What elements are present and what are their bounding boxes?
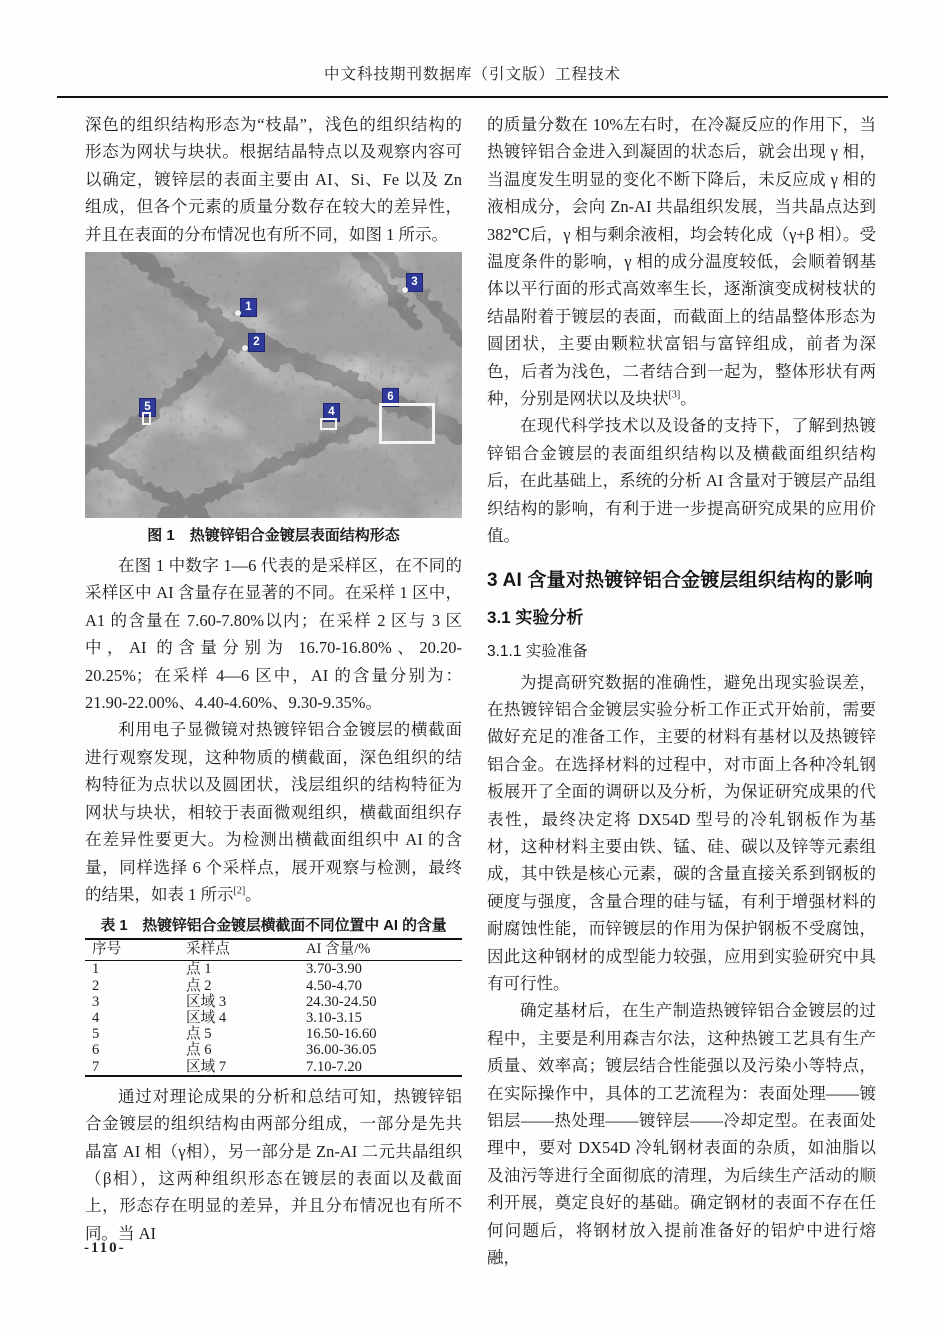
cell-content: 4.50-4.70 <box>306 977 362 994</box>
subsection-heading-3-1: 3.1 实验分析 <box>487 607 584 627</box>
marker-label: 5 <box>144 401 151 414</box>
table-row <box>85 1059 462 1076</box>
paragraph: 通过对理论成果的分析和总结可知，热镀锌铝合金镀层的组织结构由两部分组成，一部分是先共晶富 AI 相（γ相），另一部分是 Zn-AI 二元共晶组织（β相），这两种组织形态在镀层的表面以及截面上，形态存在明显的差异，并且分布情况也有所不同。当 AI <box>85 1086 462 1243</box>
journal-header-title: 中文科技期刊数据库（引文版）工程技术 <box>323 66 621 83</box>
figure-1-caption: 图 1 热镀锌铝合金镀层表面结构形态 <box>147 527 400 545</box>
cell-no: 7 <box>92 1058 100 1075</box>
col-header-no: 序号 <box>85 939 179 961</box>
paragraph: 在现代科学技术以及设备的支持下，了解到热镀锌铝合金镀层的表面组织结构以及横截面组织结构后，在此基础上，系统的分析 AI 含量对于镀层产品组织结构的影响，有利于进一步提高研究成果的应用价值。 <box>487 416 876 546</box>
cell-no: 2 <box>92 977 100 994</box>
paragraph: 深色的组织结构形态为“枝晶”，浅色的组织结构的形态为网状与块状。根据结晶特点以及观察内容可以确定，镀锌层的表面主要由 AI、Si、Fe 以及 Zn 组成，但各个元素的质量分数存在较大的差异性，并且在表面的分布情况也有所不同，如图 1 所示。 <box>85 115 462 244</box>
cell-point: 点 5 <box>186 1026 212 1043</box>
cell-no: 6 <box>92 1042 100 1059</box>
cell-no: 3 <box>92 993 100 1010</box>
cell-point: 点 1 <box>186 961 212 978</box>
marker-label: 3 <box>411 276 418 289</box>
cell-point: 区域 4 <box>186 1009 227 1026</box>
paragraph-text: 。 <box>680 389 697 409</box>
subsubsection-heading-3-1-1: 3.1.1 实验准备 <box>487 642 588 660</box>
sample-point-dot-1 <box>235 310 241 316</box>
col-header-sample-point: 采样点 <box>179 939 299 961</box>
paragraph: 在图 1 中数字 1—6 代表的是采样区，在不同的采样区中 AI 含量存在显著的不同。在采样 1 区中，A1 的含量在 7.60-7.80%以内；在采样 2 区与 3 区中，AI 的含量分别为 16.70-16.80%、20.20-20.25%；在采样 4—6 区中，AI 的含量分别为：21.90-22.00%、4.40-4.60%、9.30-9.35%。 <box>85 556 462 713</box>
paragraph <box>85 716 462 908</box>
table-row <box>85 978 462 994</box>
paragraph-text: 的质量分数在 10%左右时，在冷凝反应的作用下，当热镀锌铝合金进入到凝固的状态后，就会出现 γ 相，当温度发生明显的变化不断下降后，未反应成 γ 相的液相成分，会向 Zn-AI 共晶组织发展，当共晶点达到 382℃后，γ 相与剩余液相，均会转化成（γ+β 相）。受温度条件的影响，γ 相的成分温度较低，会顺着钢基体以平行面的形式高效率生长，逐渐演变成树枝状的结晶附着于镀层的表面，而截面上的结晶整体形态为圆团状，主要由颗粒状富铝与富锌组成，前者为深色，后者为浅色，二者结合到一起为，整体形状有两种，分别是网状以及块状 <box>487 115 876 409</box>
sample-point-dot-2 <box>242 345 248 351</box>
marker-label: 1 <box>245 301 252 314</box>
citation-ref: [2] <box>233 885 246 897</box>
table-row <box>85 961 462 978</box>
sample-marker-1 <box>240 298 257 317</box>
table-row <box>85 994 462 1010</box>
sample-marker-2 <box>248 333 265 352</box>
cell-no: 1 <box>92 961 100 978</box>
cell-content: 16.50-16.60 <box>306 1026 377 1043</box>
table-1-title: 表 1 热镀锌铝合金镀层横截面不同位置中 AI 的含量 <box>100 918 447 935</box>
al-content-table <box>85 938 462 1076</box>
marker-label: 2 <box>253 336 260 349</box>
paragraph-text: 。 <box>245 884 262 904</box>
sample-point-dot-3 <box>402 287 408 293</box>
cell-content: 3.70-3.90 <box>306 961 362 978</box>
figure-1-micrograph <box>85 252 462 518</box>
cell-point: 区域 7 <box>186 1058 227 1075</box>
sample-region-rect-6 <box>379 403 435 444</box>
table-row <box>85 1010 462 1026</box>
section-heading-3: 3 AI 含量对热镀锌铝合金镀层组织结构的影响 <box>487 569 874 591</box>
paragraph: 确定基材后，在生产制造热镀锌铝合金镀层的过程中，主要是利用森吉尔法，这种热镀工艺具有生产质量、效率高；镀层结合性能强以及污染小等特点，在实际操作中，具体的工艺流程为：表面处理——镀铝层——热处理——镀锌层——冷却定型。在表面处理中，要对 DX54D 冷轧钢材表面的杂质，如油脂以及油污等进行全面彻底的清理，为后续生产活动的顺利开展，奠定良好的基础。确定钢材的表面不存在任何问题后，将钢材放入提前准备好的铝炉中进行熔融， <box>487 1001 876 1268</box>
cell-no: 4 <box>92 1009 100 1026</box>
marker-label: 6 <box>387 391 394 404</box>
marker-label: 4 <box>328 406 335 419</box>
table-header-row <box>85 939 462 961</box>
header-rule <box>57 96 888 98</box>
table-row <box>85 1026 462 1042</box>
table-row <box>85 1042 462 1058</box>
paragraph: 为提高研究数据的准确性，避免出现实验误差，在热镀锌铝合金镀层实验分析工作正式开始前，需要做好充足的准备工作，主要的材料有基材以及热镀锌铝合金。在选择材料的过程中，对市面上各种冷轧钢板展开了全面的调研以及分析，为保证研究成果的代表性，最终决定将 DX54D 型号的冷轧钢板作为基材，这种材料主要由铁、锰、硅、碳以及锌等元素组成，其中铁是核心元素，碳的含量直接关系到钢板的硬度与强度，含量合理的硅与锰，有利于增强材料的耐腐蚀性能，而锌镀层的作用为保护钢板不受腐蚀，因此这种钢材的成型能力较强，应用到实验研究中具有可行性。 <box>487 672 876 993</box>
paragraph <box>487 111 876 412</box>
cell-content: 36.00-36.05 <box>306 1042 377 1059</box>
cell-point: 点 2 <box>186 977 212 994</box>
right-column <box>487 111 876 1271</box>
cell-content: 3.10-3.15 <box>306 1009 362 1026</box>
cell-no: 5 <box>92 1026 100 1043</box>
sample-region-rect-4 <box>320 418 337 430</box>
left-column <box>85 111 462 1261</box>
cell-content: 7.10-7.20 <box>306 1058 362 1075</box>
page-number: -110- <box>84 1240 126 1256</box>
sample-marker-3 <box>406 273 423 292</box>
paragraph-text: 利用电子显微镜对热镀锌铝合金镀层的横截面进行观察发现，这种物质的横截面，深色组织的结构特征为点状以及圆团状，浅层组织的结构特征为网状与块状，相较于表面微观组织，横截面组织存在差异性要更大。为检测出横截面组织中 AI 的含量，同样选择 6 个采样点，展开观察与检测，最终的结果，如表 1 所示 <box>85 720 462 904</box>
col-header-al-content: AI 含量/% <box>299 939 462 961</box>
citation-ref: [3] <box>668 389 681 401</box>
cell-content: 24.30-24.50 <box>306 993 377 1010</box>
cell-point: 区域 3 <box>186 993 227 1010</box>
sample-region-rect-5 <box>142 412 151 425</box>
cell-point: 点 6 <box>186 1042 212 1059</box>
